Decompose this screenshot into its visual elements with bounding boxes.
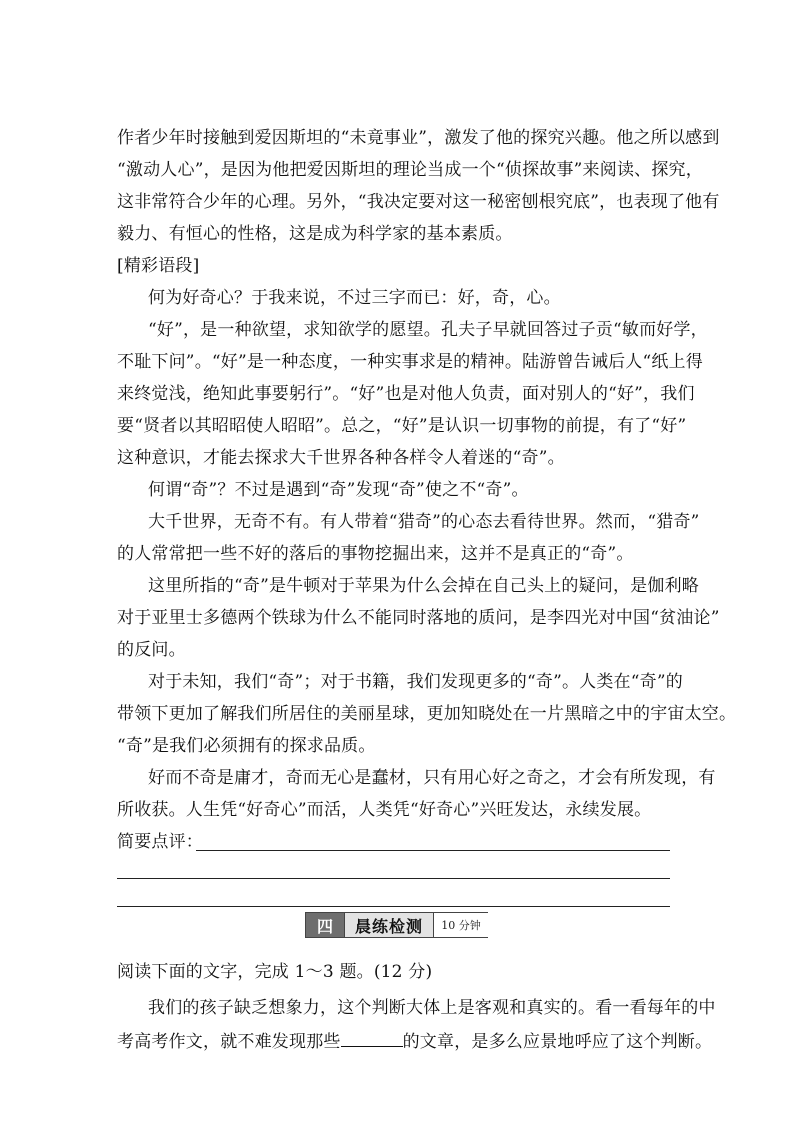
excerpt-line: 何为好奇心？于我来说，不过三字而已：好，奇，心。: [148, 288, 561, 308]
instruction: 阅读下面的文字，完成 1～3 题。(12 分): [117, 962, 433, 982]
time-limit: 10 分钟: [434, 912, 488, 938]
section-number: 四: [305, 912, 345, 938]
reading-text: 考高考作文，就不难发现那些: [117, 1032, 341, 1052]
excerpt-line: 要“贤者以其昭昭使人昭昭”。总之，“好”是认识一切事物的前提，有了“好”: [117, 416, 687, 436]
reading-text: 的文章，是多么应景地呼应了这个判断。: [402, 1032, 713, 1052]
paragraph-line: 毅力、有恒心的性格，这是成为科学家的基本素质。: [117, 224, 513, 244]
excerpt-line: 来终觉浅，绝知此事要躬行”。“好”也是对他人负责，面对别人的“好”，我们: [117, 384, 695, 404]
excerpt-line: 的反问。: [117, 640, 186, 660]
answer-line[interactable]: [117, 906, 670, 907]
excerpt-line: 对于亚里士多德两个铁球为什么不能同时落地的质问，是李四光对中国“贫油论”: [117, 608, 720, 628]
comment-label: 简要点评：: [117, 832, 203, 852]
answer-line[interactable]: [196, 850, 670, 851]
paragraph-line: 作者少年时接触到爱因斯坦的“未竟事业”，激发了他的探究兴趣。他之所以感到: [117, 128, 720, 148]
paragraph-line: “激动人心”，是因为他把爱因斯坦的理论当成一个“侦探故事”来阅读、探究，: [117, 160, 703, 180]
excerpt-line: 这种意识，才能去探求大千世界各种各样令人着迷的“奇”。: [117, 448, 565, 468]
excerpt-line: 何谓“奇”？不过是遇到“奇”发现“奇”使之不“奇”。: [148, 480, 529, 500]
excerpt-line: 大千世界，无奇不有。有人带着“猎奇”的心态去看待世界。然而，“猎奇”: [148, 512, 700, 532]
excerpt-line: 的人常常把一些不好的落后的事物挖掘出来，这并不是真正的“奇”。: [117, 544, 634, 564]
section-heading: [精彩语段]: [117, 256, 200, 276]
paragraph-line: 这非常符合少年的心理。另外，“我决定要对这一秘密刨根究底”，也表现了他有: [117, 192, 720, 212]
reading-line: [117, 1030, 712, 1052]
fill-in-blank[interactable]: [341, 1030, 403, 1047]
section-banner: [305, 912, 488, 938]
excerpt-line: 这里所指的“奇”是牛顿对于苹果为什么会掉在自己头上的疑问，是伽利略: [148, 576, 699, 596]
reading-line: 我们的孩子缺乏想象力，这个判断大体上是客观和真实的。看一看每年的中: [148, 998, 716, 1018]
excerpt-line: 对于未知，我们“奇”；对于书籍，我们发现更多的“奇”。人类在“奇”的: [148, 672, 683, 692]
excerpt-line: “好”，是一种欲望，求知欲学的愿望。孔夫子早就回答过子贡“敏而好学，: [148, 320, 708, 340]
excerpt-line: 好而不奇是庸才，奇而无心是蠢材，只有用心好之奇之，才会有所发现，有: [148, 768, 716, 788]
excerpt-line: 所收获。人生凭“好奇心”而活，人类凭“好奇心”兴旺发达，永续发展。: [117, 800, 652, 820]
section-title: 晨练检测: [345, 912, 434, 938]
answer-line[interactable]: [117, 878, 670, 879]
excerpt-line: 不耻下问”。“好”是一种态度，一种实事求是的精神。陆游曾告诫后人“纸上得: [117, 352, 703, 372]
excerpt-line: “奇”是我们必须拥有的探求品质。: [117, 736, 376, 756]
excerpt-line: 带领下更加了解我们所居住的美丽星球，更加知晓处在一片黑暗之中的宇宙太空。: [117, 704, 737, 724]
